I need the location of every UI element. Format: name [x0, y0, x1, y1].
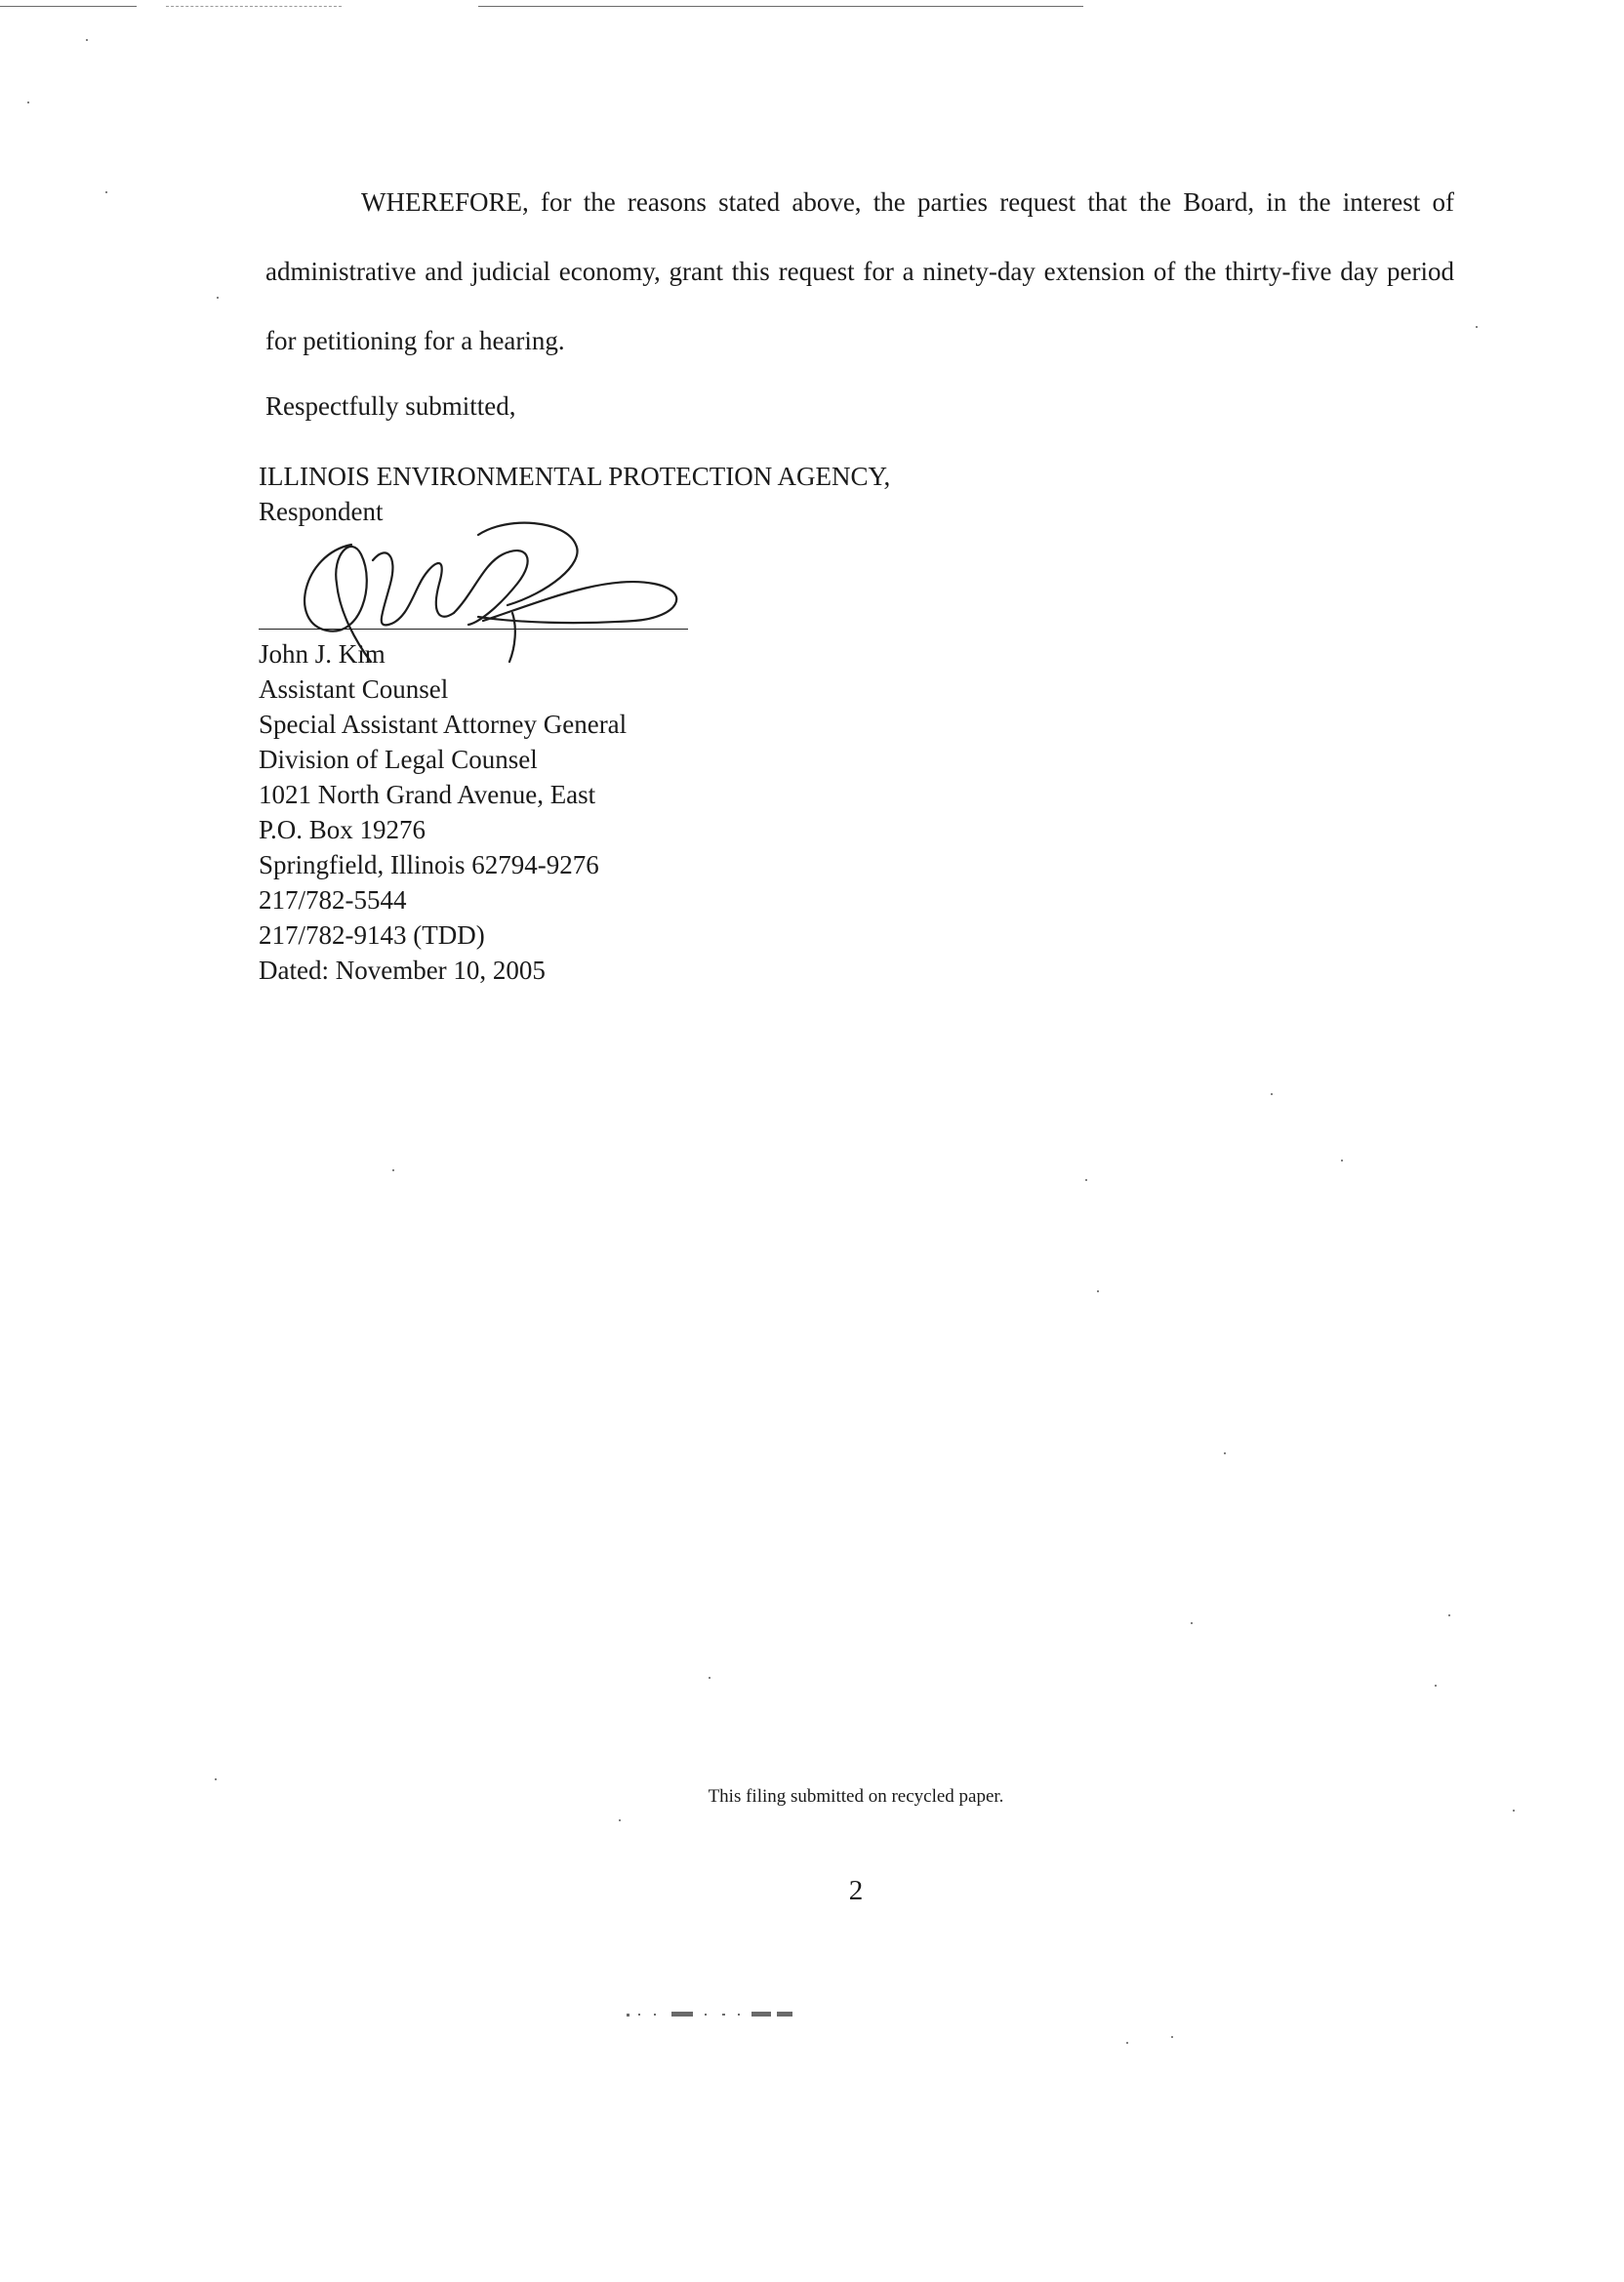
agency-name: ILLINOIS ENVIRONMENTAL PROTECTION AGENCY,	[259, 462, 891, 491]
scan-edge-rule	[166, 6, 342, 7]
closing-text: Respectfully submitted,	[265, 391, 516, 421]
recycled-paper-note: This filing submitted on recycled paper.	[708, 1786, 1004, 1807]
scan-speck	[1513, 1810, 1515, 1812]
scan-noise-artifact	[625, 2008, 917, 2021]
scan-edge-rule	[478, 6, 1083, 7]
scan-edge-rule	[0, 6, 137, 7]
scan-speck	[1171, 2036, 1173, 2038]
scan-speck	[217, 297, 219, 299]
scan-speck	[215, 1778, 217, 1780]
scan-speck	[1097, 1290, 1099, 1292]
scan-speck	[1341, 1160, 1343, 1161]
party-role: Respondent	[259, 497, 384, 526]
scan-speck	[86, 39, 88, 41]
signer-title-2: Special Assistant Attorney General	[259, 710, 628, 739]
scan-speck	[105, 191, 107, 193]
address-city: Springfield, Illinois 62794-9276	[259, 850, 599, 879]
scan-speck	[709, 1677, 710, 1679]
address-street: 1021 North Grand Avenue, East	[259, 780, 596, 809]
signer-division: Division of Legal Counsel	[259, 745, 538, 774]
scan-speck	[1448, 1614, 1450, 1616]
scan-speck	[1224, 1452, 1226, 1454]
signer-title: Assistant Counsel	[259, 674, 449, 704]
scan-speck	[1085, 1179, 1087, 1181]
scan-speck	[1191, 1622, 1193, 1624]
scan-speck	[1476, 326, 1478, 328]
page-number: 2	[848, 1875, 864, 1906]
address-po-box: P.O. Box 19276	[259, 815, 426, 844]
scan-speck	[27, 102, 29, 103]
scan-speck	[1435, 1685, 1437, 1687]
phone-number: 217/782-5544	[259, 885, 407, 915]
wherefore-paragraph: WHEREFORE, for the reasons stated above, the parties request that the Board, in the interest of administrative and judicial economy, grant this request for a ninety-day extension of the thirty-five day period for petitioning for a hearing.	[265, 187, 1454, 355]
scan-speck	[1126, 2042, 1128, 2044]
signer-name: John J. Kim	[259, 639, 386, 669]
tdd-number: 217/782-9143 (TDD)	[259, 920, 485, 950]
scan-speck	[392, 1169, 394, 1171]
scan-speck	[1271, 1093, 1273, 1095]
scan-speck	[619, 1819, 621, 1821]
signature-block	[259, 636, 627, 988]
date-line: Dated: November 10, 2005	[259, 956, 546, 985]
